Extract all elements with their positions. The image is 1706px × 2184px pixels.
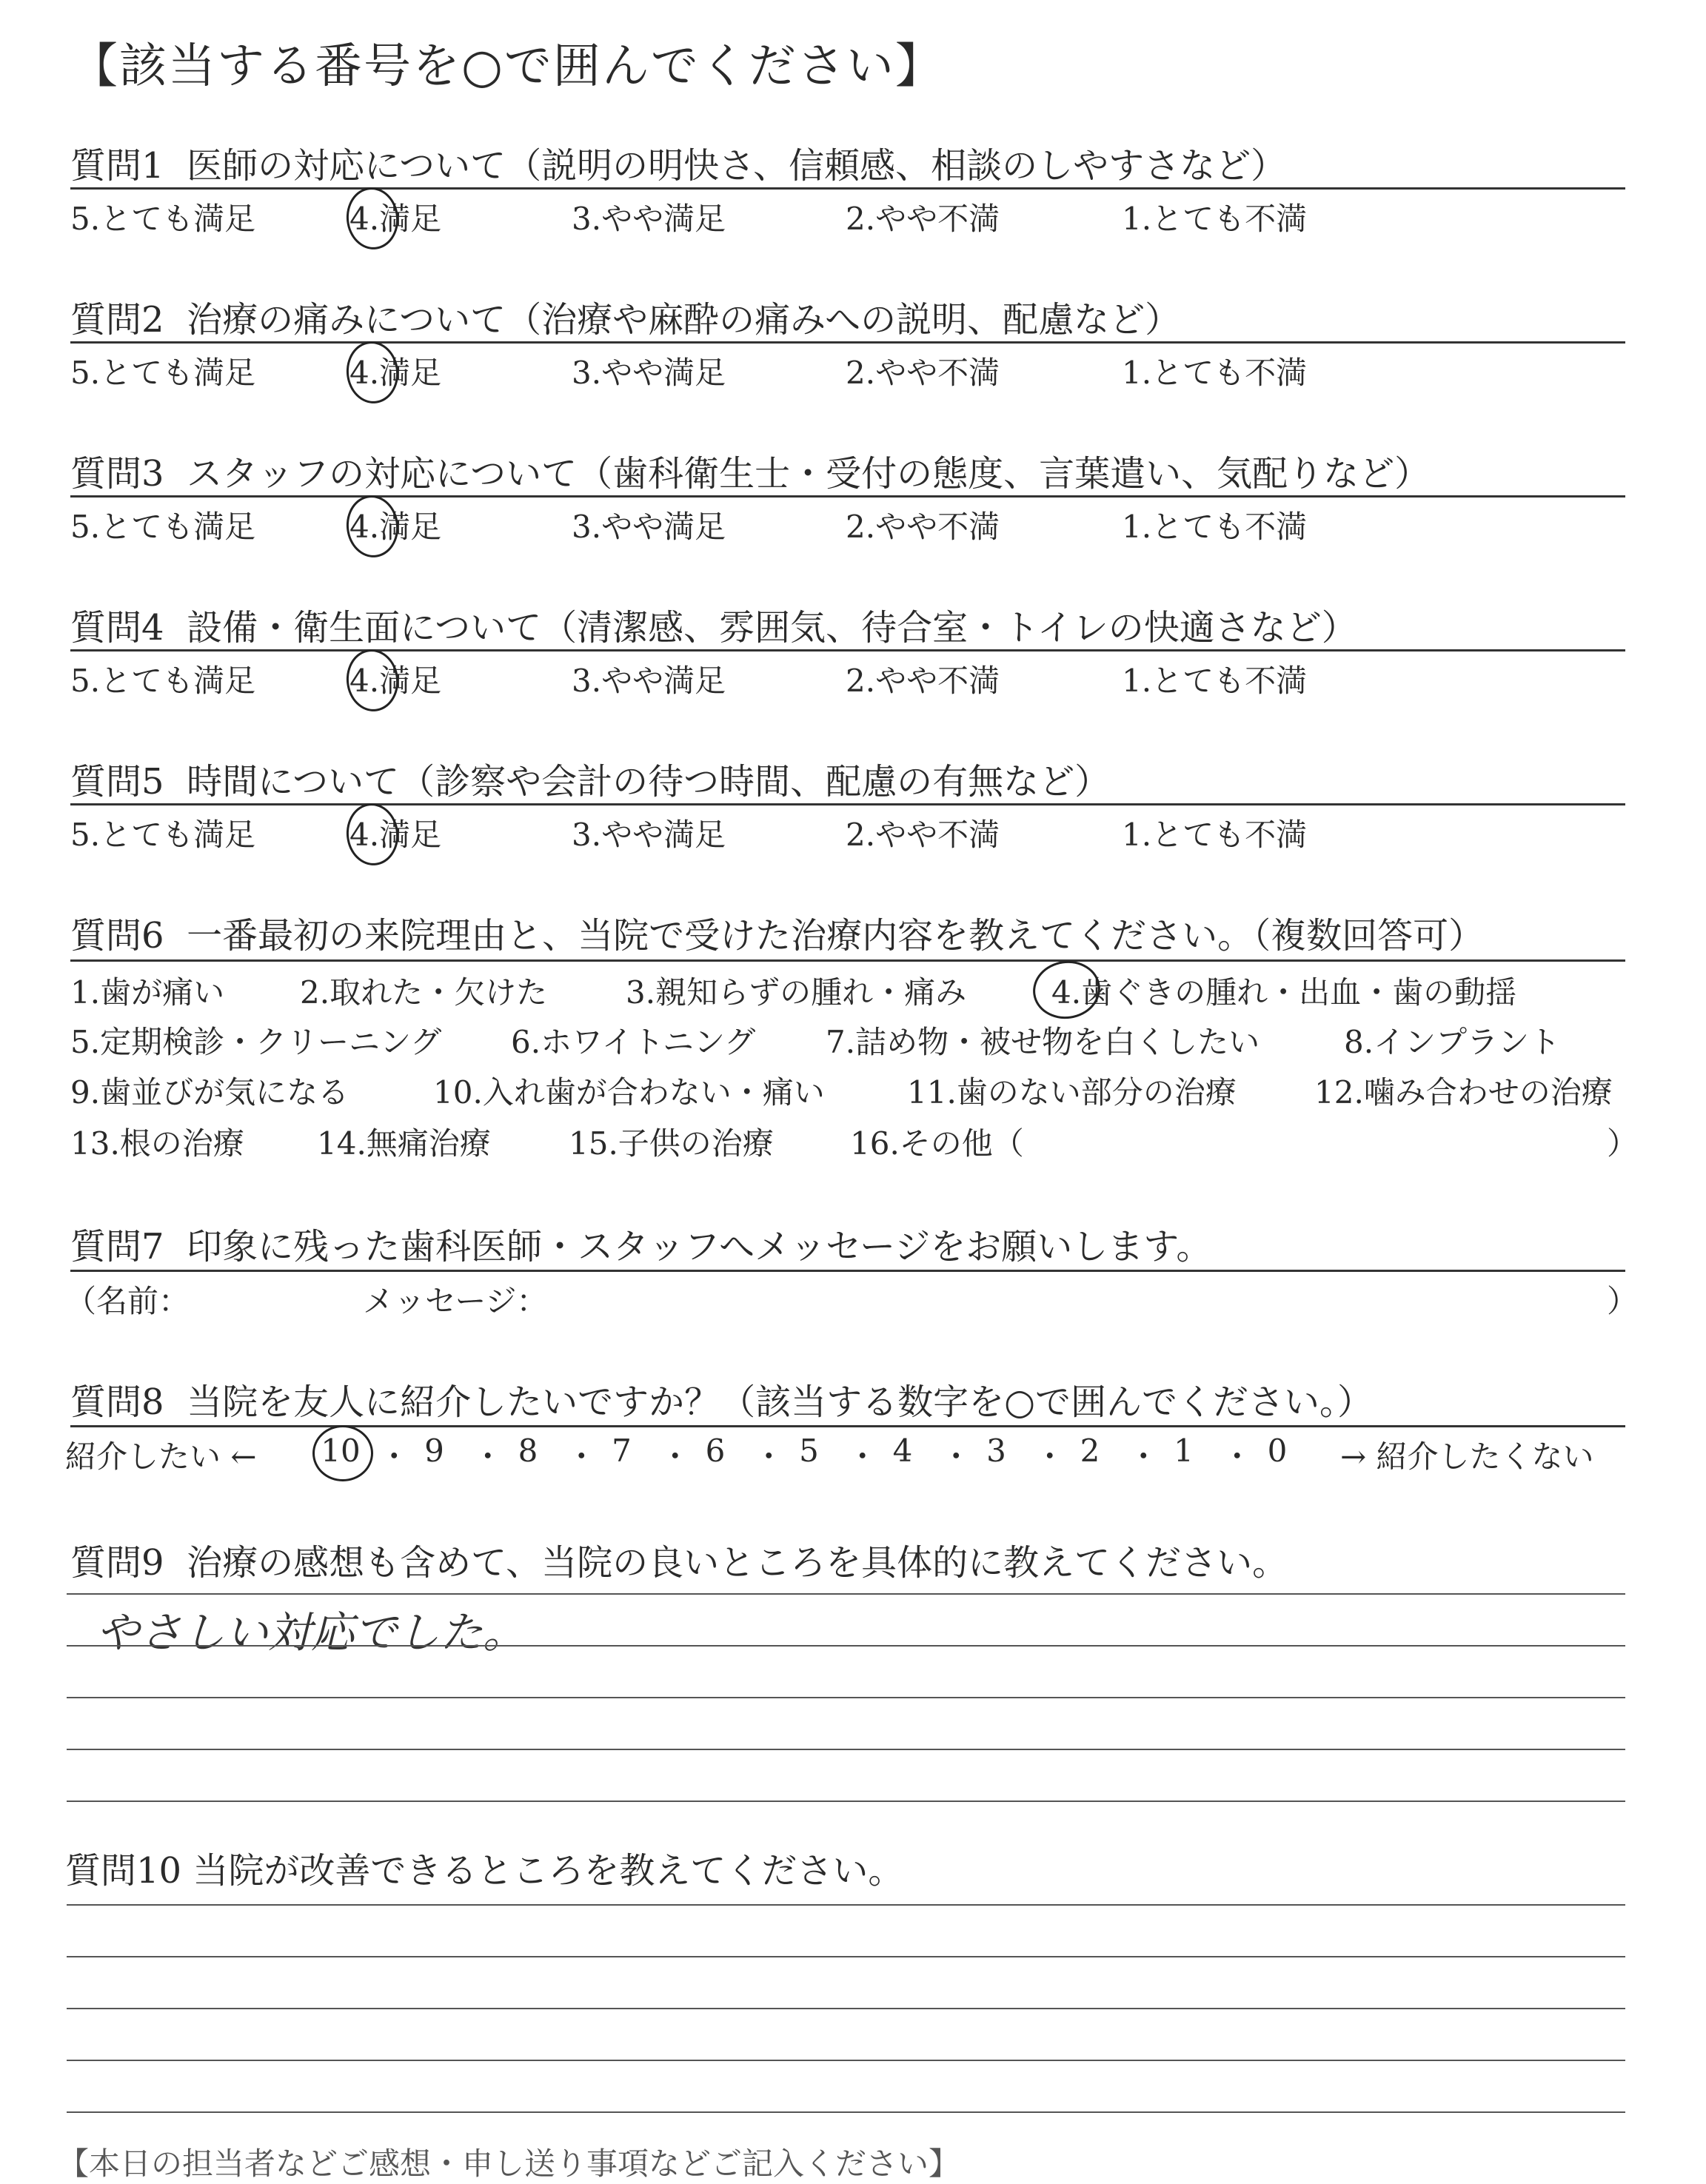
q9-heading: [70, 1534, 1288, 1585]
q10-line-4: [67, 2060, 1625, 2061]
q9-line-1: [67, 1593, 1625, 1595]
q1-option-3[interactable]: 3.やや満足: [572, 201, 726, 237]
q3-rule: [70, 495, 1625, 498]
q6-heading: [70, 907, 1484, 958]
q6-label: 質問6: [70, 915, 164, 957]
q8-scale-separator: ・: [1034, 1438, 1066, 1475]
q8-scale-value[interactable]: 5: [799, 1433, 819, 1469]
q4-option-3[interactable]: 3.やや満足: [572, 663, 726, 699]
q8-scale-value[interactable]: 6: [705, 1433, 726, 1469]
q6-opt-11[interactable]: 11.歯のない部分の治療: [907, 1074, 1237, 1111]
q2-option-4[interactable]: 4.満足: [349, 355, 442, 391]
q8-scale-separator: ・: [566, 1438, 598, 1475]
q8-scale-value[interactable]: 9: [424, 1433, 444, 1469]
q9-handwritten-answer: やさしい対応でした。: [96, 1607, 526, 1658]
q3-option-4[interactable]: 4.満足: [349, 509, 442, 545]
q7-heading: [70, 1218, 1211, 1269]
q2-rule: [70, 341, 1625, 344]
q8-label: 質問8: [70, 1381, 164, 1423]
q8-rule: [70, 1425, 1625, 1427]
q10-line-3: [67, 2008, 1625, 2009]
q9-line-2: [67, 1645, 1625, 1647]
q6-opt-2[interactable]: 2.取れた・欠けた: [300, 974, 548, 1011]
q6-opt-10[interactable]: 10.入れ歯が合わない・痛い: [433, 1074, 825, 1111]
q8-scale-separator: ・: [378, 1438, 410, 1475]
q4-heading: [70, 599, 1357, 650]
q5-option-3[interactable]: 3.やや満足: [572, 817, 726, 853]
q2-label: 質問2: [70, 299, 164, 341]
q1-option-4[interactable]: 4.満足: [349, 201, 442, 237]
q4-option-2[interactable]: 2.やや不満: [846, 663, 1000, 699]
q3-text: スタッフの対応について（歯科衛生士・受付の態度、言葉遣い、気配りなど）: [187, 453, 1431, 495]
q6-opt-13[interactable]: 13.根の治療: [70, 1125, 244, 1162]
q3-option-2[interactable]: 2.やや不満: [846, 509, 1000, 545]
q10-line-2: [67, 1956, 1625, 1957]
q5-option-2[interactable]: 2.やや不満: [846, 817, 1000, 853]
q2-option-2[interactable]: 2.やや不満: [846, 355, 1000, 391]
q6-opt-3[interactable]: 3.親知らずの腫れ・痛み: [626, 974, 967, 1011]
q3-label: 質問3: [70, 453, 164, 495]
q4-text: 設備・衛生面について（清潔感、雰囲気、待合室・トイレの快適さなど）: [187, 607, 1357, 649]
q4-option-5[interactable]: 5.とても満足: [70, 663, 256, 699]
q8-scale-separator: ・: [940, 1438, 972, 1475]
q7-text: 印象に残った歯科医師・スタッフへメッセージをお願いします。: [187, 1226, 1212, 1267]
q4-label: 質問4: [70, 607, 164, 649]
q10-text: 当院が改善できるところを教えてください。: [193, 1850, 904, 1892]
q8-scale-separator: ・: [846, 1438, 878, 1475]
q2-text: 治療の痛みについて（治療や麻酔の痛みへの説明、配慮など）: [187, 299, 1181, 341]
q8-scale-value[interactable]: 2: [1080, 1433, 1100, 1469]
q6-opt-15[interactable]: 15.子供の治療: [569, 1125, 774, 1162]
q2-option-3[interactable]: 3.やや満足: [572, 355, 726, 391]
q5-option-1[interactable]: 1.とても不満: [1122, 817, 1308, 853]
q8-text: 当院を友人に紹介したいですか？（該当する数字を○で囲んでください。）: [187, 1381, 1373, 1423]
q8-scale-value[interactable]: 0: [1267, 1433, 1288, 1469]
q3-option-3[interactable]: 3.やや満足: [572, 509, 726, 545]
q7-close: ）: [1607, 1283, 1639, 1319]
q1-option-5[interactable]: 5.とても満足: [70, 201, 256, 237]
q8-scale-value[interactable]: 3: [986, 1433, 1006, 1469]
q4-rule: [70, 649, 1625, 651]
q6-text: 一番最初の来院理由と、当院で受けた治療内容を教えてください。（複数回答可）: [187, 915, 1485, 957]
q10-heading: [65, 1842, 903, 1893]
q6-opt-4[interactable]: 4.歯ぐきの腫れ・出血・歯の動揺: [1051, 974, 1517, 1011]
q6-opt-16-close: ）: [1607, 1125, 1639, 1162]
q5-option-4[interactable]: 4.満足: [349, 817, 442, 853]
q1-option-1[interactable]: 1.とても不満: [1122, 201, 1308, 237]
q8-scale-separator: ・: [659, 1438, 691, 1475]
q10-label: 質問10: [65, 1850, 182, 1892]
q6-opt-6[interactable]: 6.ホワイトニング: [511, 1024, 756, 1060]
q8-scale-value[interactable]: 10: [321, 1433, 361, 1469]
q1-text: 医師の対応について（説明の明快さ、信頼感、相談のしやすさなど）: [187, 145, 1287, 187]
q10-line-5: [67, 2111, 1625, 2113]
q8-selection-circle: [312, 1425, 373, 1481]
q5-option-5[interactable]: 5.とても満足: [70, 817, 256, 853]
q8-left-label: 紹介したい ←: [65, 1438, 257, 1475]
q6-opt-7[interactable]: 7.詰め物・被せ物を白くしたい: [826, 1024, 1260, 1060]
q8-scale-separator: ・: [472, 1438, 504, 1475]
q7-name-label[interactable]: （名前：: [65, 1283, 190, 1319]
q8-scale-value[interactable]: 1: [1174, 1433, 1194, 1469]
q1-option-2[interactable]: 2.やや不満: [846, 201, 1000, 237]
q3-heading: [70, 445, 1430, 496]
q8-scale-value[interactable]: 4: [892, 1433, 913, 1469]
q8-right-label: → 紹介したくない: [1340, 1438, 1594, 1475]
q2-heading: [70, 291, 1180, 342]
q6-opt-9[interactable]: 9.歯並びが気になる: [70, 1074, 349, 1111]
q9-line-3: [67, 1697, 1625, 1698]
q8-scale-separator: ・: [1128, 1438, 1160, 1475]
q7-message-label[interactable]: メッセージ：: [363, 1283, 548, 1319]
q8-scale-value[interactable]: 8: [518, 1433, 538, 1469]
q1-heading: [70, 137, 1286, 188]
q6-rule: [70, 959, 1625, 962]
q1-label: 質問1: [70, 145, 164, 187]
q5-text: 時間について（診察や会計の待つ時間、配慮の有無など）: [187, 761, 1111, 803]
q6-selection-circle: [1029, 957, 1104, 1023]
q8-scale-value[interactable]: 7: [612, 1433, 632, 1469]
q6-opt-12[interactable]: 12.噛み合わせの治療: [1314, 1074, 1613, 1111]
q4-option-4[interactable]: 4.満足: [349, 663, 442, 699]
q5-label: 質問5: [70, 761, 164, 803]
q9-line-5: [67, 1801, 1625, 1802]
q1-rule: [70, 187, 1625, 190]
q4-option-1[interactable]: 1.とても不満: [1122, 663, 1308, 699]
q5-heading: [70, 753, 1110, 804]
q9-text: 治療の感想も含めて、当院の良いところを具体的に教えてください。: [187, 1542, 1288, 1584]
q6-opt-16[interactable]: 16.その他（: [850, 1125, 1024, 1162]
q6-opt-8[interactable]: 8.インプラント: [1344, 1024, 1561, 1060]
q9-line-4: [67, 1749, 1625, 1750]
q9-label: 質問9: [70, 1542, 164, 1584]
footer-partial-text: 【本日の担当者などご感想・申し送り事項などご記入ください】: [58, 2146, 960, 2182]
q2-option-5[interactable]: 5.とても満足: [70, 355, 256, 391]
page-title: 【該当する番号を○で囲んでください】: [70, 39, 944, 94]
q7-rule: [70, 1270, 1625, 1272]
q8-scale-separator: ・: [753, 1438, 785, 1475]
q8-heading: [70, 1373, 1373, 1424]
q6-opt-14[interactable]: 14.無痛治療: [317, 1125, 491, 1162]
q3-option-5[interactable]: 5.とても満足: [70, 509, 256, 545]
q10-line-1: [67, 1904, 1625, 1906]
q6-opt-1[interactable]: 1.歯が痛い: [70, 974, 225, 1011]
q6-opt-5[interactable]: 5.定期検診・クリーニング: [70, 1024, 442, 1060]
q2-option-1[interactable]: 1.とても不満: [1122, 355, 1308, 391]
q7-label: 質問7: [70, 1226, 164, 1267]
q8-scale-separator: ・: [1221, 1438, 1253, 1475]
q3-option-1[interactable]: 1.とても不満: [1122, 509, 1308, 545]
q5-rule: [70, 803, 1625, 805]
